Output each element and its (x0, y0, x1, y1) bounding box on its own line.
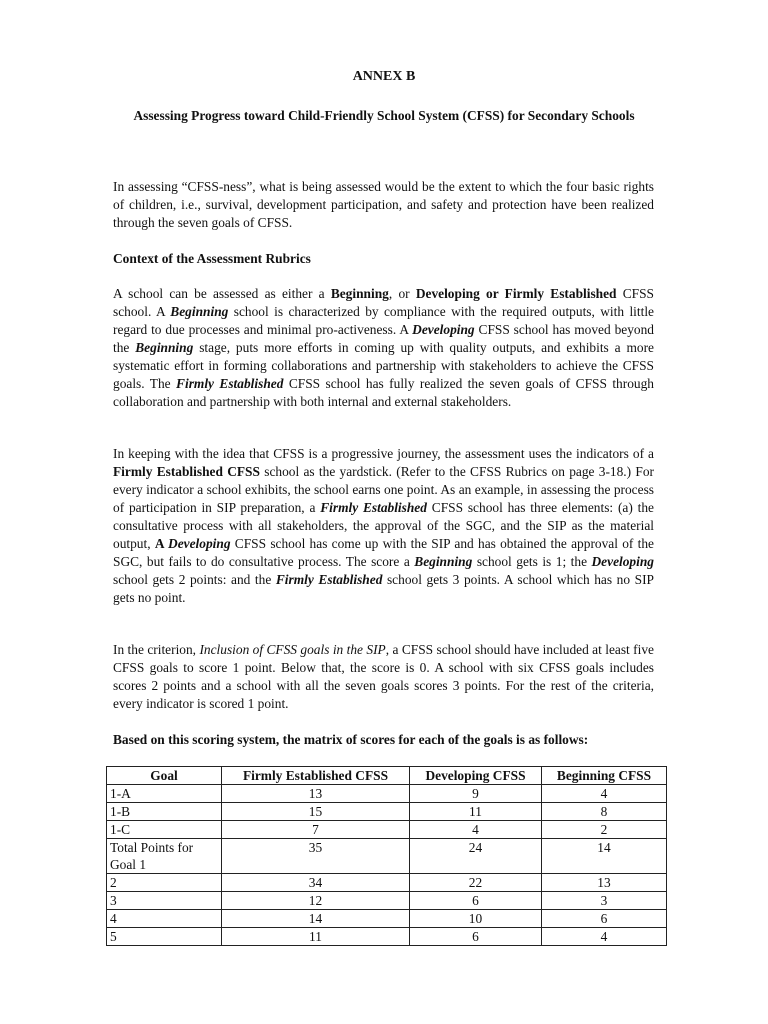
cell-beginning: 13 (542, 874, 667, 892)
cell-goal: 1-B (107, 803, 222, 821)
text-span: , or (388, 286, 416, 301)
bold-italic-span: Developing (412, 322, 475, 337)
cell-firmly-established: 13 (222, 785, 410, 803)
text-span: stage, puts more efforts in coming up with quality outputs, and exhibits a more systematic effort in forming collaborations and partnership with stakeholders to achieve the CFSS goals. The (113, 340, 654, 391)
header-developing: Developing CFSS (410, 767, 542, 785)
context-heading: Context of the Assessment Rubrics (113, 251, 311, 266)
cell-firmly-established: 14 (222, 910, 410, 928)
header-firmly-established: Firmly Established CFSS (222, 767, 410, 785)
text-span: school as the yardstick. (Refer to the CFSS Rubrics on page 3-18.) For every indicator a school exhibits, the school earns one point. As an example, in assessing the process of participation in SIP preparation, a (113, 464, 654, 515)
bold-span: Beginning (330, 286, 389, 301)
table-row (107, 928, 667, 946)
cell-goal: 3 (107, 892, 222, 910)
cell-goal: 5 (107, 928, 222, 946)
cell-beginning: 4 (542, 928, 667, 946)
table-row (107, 803, 667, 821)
italic-span: Inclusion of CFSS goals in the SIP (199, 642, 386, 657)
table-row (107, 874, 667, 892)
cell-goal: 2 (107, 874, 222, 892)
bold-italic-span: Firmly Established (176, 376, 284, 391)
cell-developing: 11 (410, 803, 542, 821)
bold-italic-span: Firmly Established (320, 500, 427, 515)
bold-span: A (154, 536, 169, 551)
intro-paragraph: In assessing “CFSS-ness”, what is being assessed would be the extent to which the four basic rights of children, i.e., survival, development participation, and safety and protection have been realized through the seven goals of CFSS. (113, 179, 654, 230)
text-span: CFSS school has come up with the SIP and has obtained the approval of the SGC, but fails to do consultative process. The score a (113, 536, 654, 569)
cell-firmly-established: 35 (222, 839, 410, 874)
cell-goal: 1-A (107, 785, 222, 803)
criterion-paragraph (113, 641, 654, 713)
cell-firmly-established: 15 (222, 803, 410, 821)
cell-beginning: 6 (542, 910, 667, 928)
header-goal: Goal (107, 767, 222, 785)
document-title: Assessing Progress toward Child-Friendly School System (CFSS) for Secondary Schools (133, 108, 635, 123)
text-span: , a CFSS school should have included at least five CFSS goals to score 1 point. Below that, the score is 0. A school with six CFSS goals includes scores 2 points and a school with all the seven goals scores 3 points. For the rest of the criteria, every indicator is scored 1 point. (113, 642, 654, 711)
yardstick-paragraph (113, 445, 654, 607)
text-span: CFSS school has moved beyond the (113, 322, 654, 355)
cell-beginning: 8 (542, 803, 667, 821)
table-row (107, 821, 667, 839)
cell-developing: 4 (410, 821, 542, 839)
cell-firmly-established: 7 (222, 821, 410, 839)
text-span: school gets is 1; the (472, 554, 592, 569)
cell-firmly-established: 11 (222, 928, 410, 946)
text-span: In the criterion, (113, 642, 200, 657)
table-header-row (107, 767, 667, 785)
bold-span: Firmly Established CFSS (113, 464, 260, 479)
cell-beginning: 14 (542, 839, 667, 874)
bold-span: Developing or Firmly Established (415, 286, 617, 301)
bold-italic-span: Firmly Established (275, 572, 383, 587)
text-span: CFSS school. A (113, 286, 655, 319)
cell-firmly-established: 12 (222, 892, 410, 910)
table-row (107, 839, 667, 874)
cell-beginning: 3 (542, 892, 667, 910)
cell-developing: 6 (410, 892, 542, 910)
bold-italic-span: Beginning (170, 304, 229, 319)
annex-label: ANNEX B (352, 69, 416, 84)
text-span: school gets 2 points: and the (113, 572, 276, 587)
text-span: school is characterized by compliance with the required outputs, with little regard to due processes and minimal pro-activeness. A (113, 304, 654, 337)
cell-developing: 22 (410, 874, 542, 892)
cell-developing: 9 (410, 785, 542, 803)
bold-italic-span: Developing (591, 554, 654, 569)
scoring-heading: Based on this scoring system, the matrix of scores for each of the goals is as follows: (113, 732, 589, 747)
cell-goal: 1-C (107, 821, 222, 839)
scores-table (106, 766, 667, 946)
table-row (107, 910, 667, 928)
cell-beginning: 4 (542, 785, 667, 803)
bold-italic-span: Beginning (414, 554, 473, 569)
text-span: CFSS school has fully realized the seven goals of CFSS through collaboration and partnership with both internal and external stakeholders. (113, 376, 654, 409)
text-span: In keeping with the idea that CFSS is a progressive journey, the assessment uses the indicators of a (113, 446, 654, 461)
cell-goal: Total Points for Goal 1 (107, 839, 222, 874)
bold-italic-span: Developing (168, 536, 231, 551)
cell-goal: 4 (107, 910, 222, 928)
table-row (107, 892, 667, 910)
text-span: A school can be assessed as either a (113, 286, 331, 301)
table-row (107, 785, 667, 803)
text-span: CFSS school has three elements: (a) the consultative process with all stakeholders, the approval of the SGC, and the SIP as the material output, (113, 500, 654, 551)
text-span: school gets 3 points. A school which has no SIP gets no point. (113, 572, 654, 605)
header-beginning: Beginning CFSS (542, 767, 667, 785)
context-paragraph (113, 285, 654, 411)
bold-italic-span: Beginning (135, 340, 194, 355)
cell-developing: 24 (410, 839, 542, 874)
cell-developing: 10 (410, 910, 542, 928)
cell-firmly-established: 34 (222, 874, 410, 892)
cell-developing: 6 (410, 928, 542, 946)
cell-beginning: 2 (542, 821, 667, 839)
